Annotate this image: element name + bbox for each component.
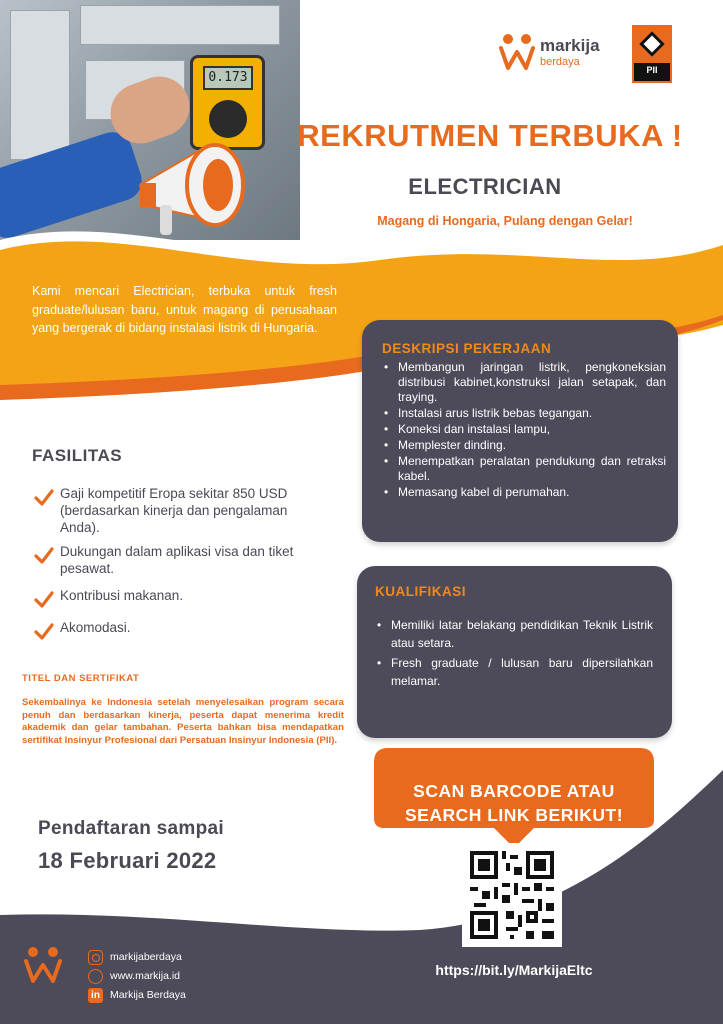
cta-line: SCAN BARCODE ATAU [413,781,615,801]
facility-text: Gaji kompetitif Eropa sekitar 850 USD (berdasarkan kinerja dan pengalaman Anda). [60,486,288,535]
instagram-icon [88,950,103,965]
check-icon [34,623,54,641]
list-item: • Membangun jaringan listrik, pengkoneksian distribusi kabinet,konstruksi jalan setapak, dan traying. [384,360,666,405]
list-item: • Memplester dinding. [384,438,666,453]
list-item: • Memasang kabel di perumahan. [384,485,666,500]
certificate-title: TITEL DAN SERTIFIKAT [22,673,140,684]
qualifications-card [357,566,672,738]
list-item: • Koneksi dan instalasi lampu, [384,422,666,437]
facility-item [34,587,324,607]
globe-icon [88,969,103,984]
job-description-card [362,320,678,542]
panel-breakers [80,5,280,45]
registration-link[interactable]: https://bit.ly/MarkijaEltc [435,962,593,978]
qr-code[interactable] [462,843,562,947]
list-item: • Instalasi arus listrik bebas tegangan. [384,406,666,421]
facilities-title: FASILITAS [32,446,123,465]
check-icon [34,489,54,507]
pii-logo-text: PII [646,65,658,75]
instagram-handle: markijaberdaya [110,951,182,963]
brand-name: markija [540,36,600,55]
deadline-label: Pendaftaran sampai [38,818,224,839]
multimeter-display: 0.173 [203,66,253,90]
markija-logo [498,32,608,74]
pii-logo [632,25,672,83]
pii-emblem [634,27,670,63]
cta-text [374,779,654,827]
qualifications-list [377,616,653,692]
megaphone-icon [130,125,260,245]
job-description-list [384,360,666,501]
linkedin-name: Markija Berdaya [110,989,186,1001]
certificate-text: Sekembalinya ke Indonesia setelah menyelesaikan program secara penuh dan berdasarkan kinerja, peserta dapat menerima kredit akademik dan gelar tambahan. Peserta bahkan bisa mendapatkan sertifikat Insinyur Profesional dari Persatuan Insinyur Indonesia (PII). [22,697,344,746]
facility-item [34,543,324,579]
panel-rack [10,10,70,160]
facility-text: Dukungan dalam aplikasi visa dan tiket pesawat. [60,544,294,576]
website-url: www.markija.id [110,970,181,982]
check-icon [34,591,54,609]
facility-text: Akomodasi. [60,620,131,635]
markija-footer-logo [22,945,64,985]
intro-text: Kami mencari Electrician, terbuka untuk fresh graduate/lulusan baru, untuk magang di perusahaan yang bergerak di bidang instalasi listrik di Hungaria. [32,284,337,335]
job-description-title: DESKRIPSI PEKERJAAN [382,341,552,356]
facility-text: Kontribusi makanan. [60,588,184,603]
check-icon [34,547,54,565]
linkedin-icon: in [88,988,103,1003]
brand-subname: berdaya [540,56,580,68]
qr-code-icon [470,851,554,939]
list-item: • Memiliki latar belakang pendidikan Teknik Listrik atau setara. [377,616,653,652]
deadline-date: 18 Februari 2022 [38,848,217,873]
markija-logo-mark [498,32,536,72]
list-item: • Fresh graduate / lulusan baru dipersilahkan melamar. [377,654,653,690]
list-item: • Menempatkan peralatan pendukung dan retraksi kabel. [384,454,666,484]
tagline: Magang di Hongaria, Pulang dengan Gelar! [377,214,633,228]
headline: REKRUTMEN TERBUKA ! [297,118,683,153]
facility-item [34,485,324,537]
qualifications-title: KUALIFIKASI [375,584,466,599]
job-role: ELECTRICIAN [408,174,562,199]
cta-line: SEARCH LINK BERIKUT! [404,805,624,825]
facility-item [34,619,324,639]
